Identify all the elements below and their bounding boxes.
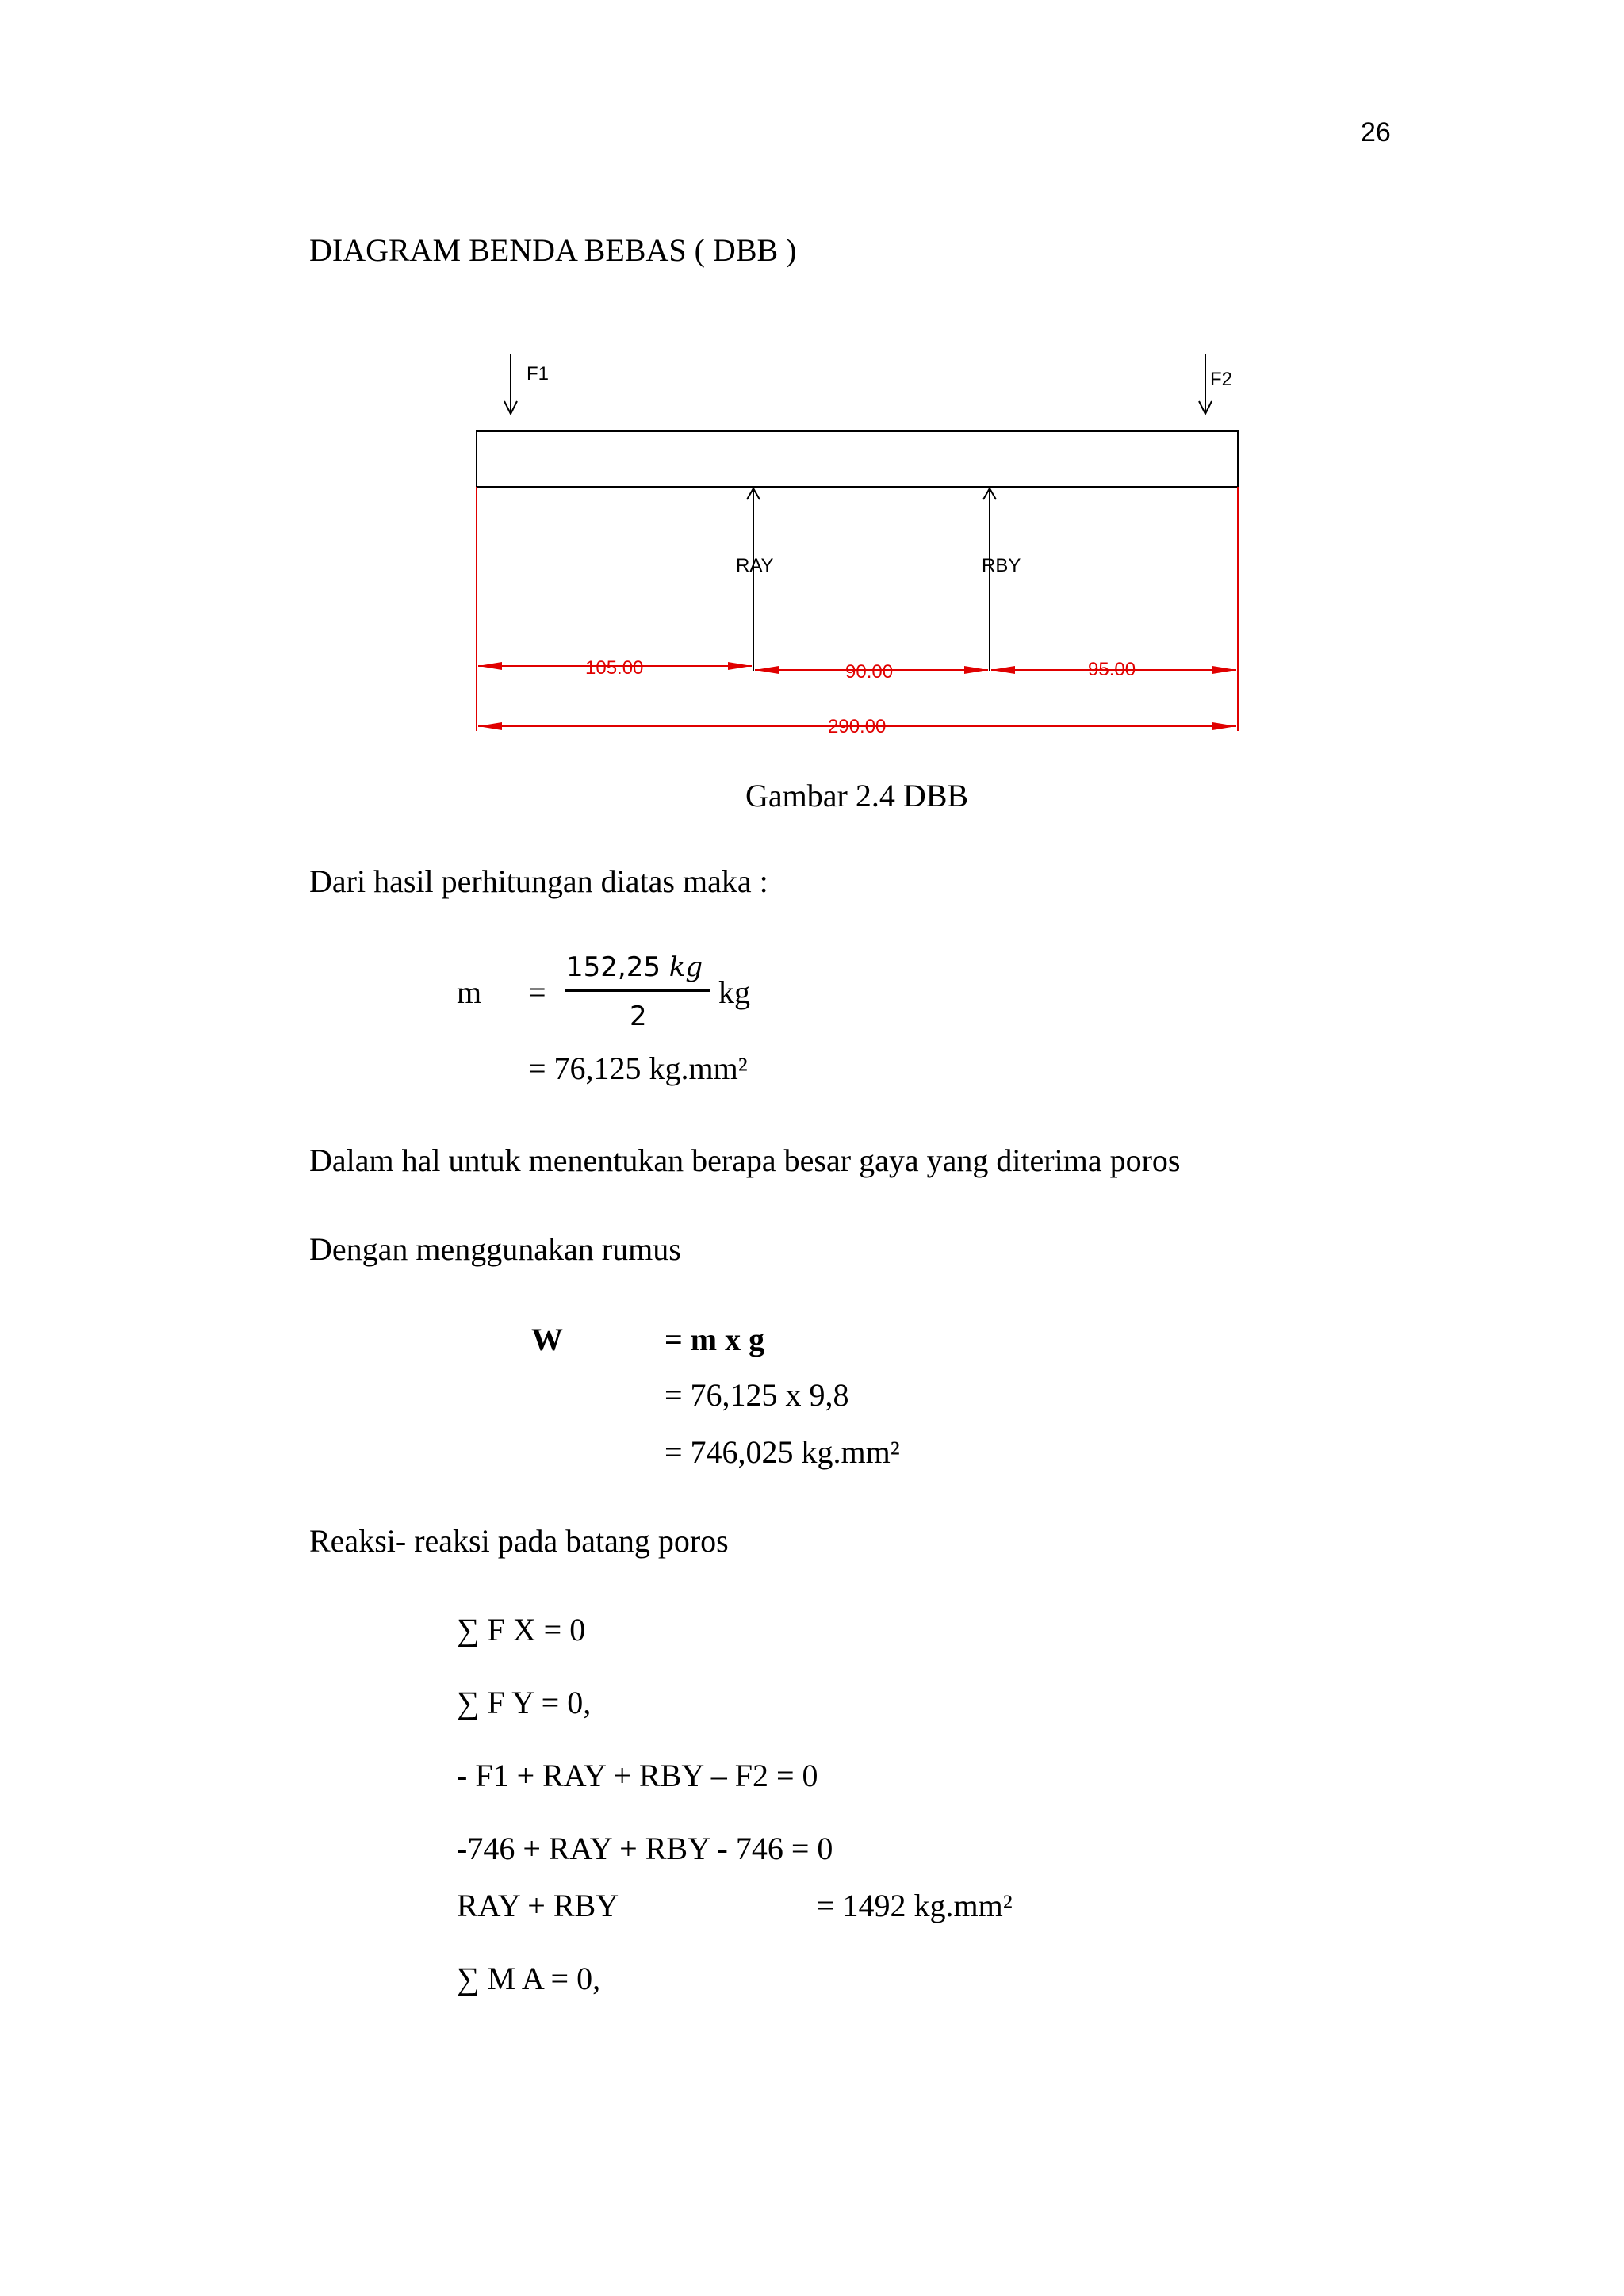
mass-result: = 76,125 kg.mm² [528,1050,748,1086]
fraction-bar [565,989,710,992]
force-f2-label: F2 [1210,369,1233,390]
intro-text: Dari hasil perhitungan diatas maka : [309,863,768,899]
paragraph-formula: Dengan menggunakan rumus [309,1231,681,1267]
equation-result-left: RAY + RBY [457,1888,619,1923]
figure-caption: Gambar 2.4 DBB [745,778,969,813]
mass-symbol: m [457,974,482,1010]
force-f1-label: F1 [527,363,550,385]
free-body-diagram [0,0,1624,777]
reaction-ray-arrow [747,488,760,671]
dimension-90: 90.00 [845,661,894,683]
paragraph-reactions: Reaksi- reaksi pada batang poros [309,1523,729,1559]
paragraph-force: Dalam hal untuk menentukan berapa besar gaya yang diterima poros [309,1142,1181,1178]
equation-result-right: = 1492 kg.mm² [817,1888,1013,1923]
dimension-lines [477,487,1238,731]
reaction-rby-arrow [983,488,996,671]
equation-substitute: -746 + RAY + RBY - 746 = 0 [457,1831,833,1866]
reaction-ray-label: RAY [736,555,774,576]
dimension-105: 105.00 [585,657,644,679]
mass-equals: = [528,974,546,1010]
weight-symbol: W [531,1322,563,1357]
fraction-denominator: 2 [630,1001,647,1032]
equation-sum-ma: ∑ M A = 0, [457,1961,601,1996]
section-heading: DIAGRAM BENDA BEBAS ( DBB ) [309,232,797,268]
page-number: 26 [1361,117,1391,147]
fraction-numerator: 152,25 kg [566,951,703,983]
reaction-rby-label: RBY [982,555,1021,576]
weight-substitution: = 76,125 x 9,8 [665,1377,849,1413]
dimension-total-290: 290.00 [828,716,887,737]
equation-balance: - F1 + RAY + RBY – F2 = 0 [457,1758,818,1793]
force-f1-arrow [504,354,517,414]
mass-unit: kg [718,974,750,1010]
weight-formula: = m x g [665,1322,765,1357]
weight-result: = 746,025 kg.mm² [665,1434,900,1470]
dimension-95: 95.00 [1088,659,1136,680]
equation-sum-fy: ∑ F Y = 0, [457,1685,592,1720]
beam [477,431,1238,487]
equation-sum-fx: ∑ F X = 0 [457,1612,586,1647]
